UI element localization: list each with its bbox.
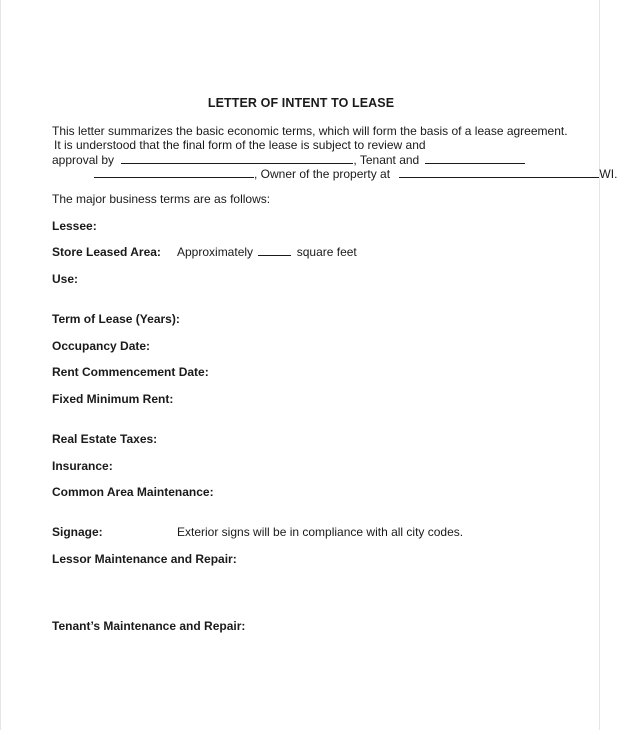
use-label: Use: bbox=[52, 272, 79, 286]
tenant-maintenance-label: Tenant’s Maintenance and Repair: bbox=[52, 619, 246, 633]
owner-label: , Owner of the property at bbox=[254, 167, 391, 181]
intro-line-4 bbox=[52, 166, 617, 181]
tenant-blank[interactable] bbox=[425, 152, 525, 164]
major-terms-intro: The major business terms are as follows: bbox=[52, 192, 271, 206]
real-estate-taxes-label: Real Estate Taxes: bbox=[52, 432, 158, 446]
approval-by-label: approval by bbox=[52, 153, 115, 167]
tenant-label: , Tenant and bbox=[353, 153, 420, 167]
square-feet-text: square feet bbox=[296, 245, 357, 259]
approval-by-blank[interactable] bbox=[121, 152, 353, 164]
approximately-text: Approximately bbox=[177, 245, 254, 259]
signage-label: Signage: bbox=[52, 525, 103, 539]
lessor-maintenance-label: Lessor Maintenance and Repair: bbox=[52, 552, 237, 566]
store-leased-area-label: Store Leased Area: bbox=[52, 245, 161, 259]
owner-blank[interactable] bbox=[94, 166, 254, 178]
term-of-lease-label: Term of Lease (Years): bbox=[52, 312, 180, 326]
square-feet-blank[interactable] bbox=[258, 245, 291, 256]
common-area-maintenance-label: Common Area Maintenance: bbox=[52, 485, 214, 499]
signage-value: Exterior signs will be in compliance with all city codes. bbox=[177, 525, 464, 539]
occupancy-date-label: Occupancy Date: bbox=[52, 339, 151, 353]
insurance-label: Insurance: bbox=[52, 459, 113, 473]
rent-commencement-date-label: Rent Commencement Date: bbox=[52, 365, 209, 379]
intro-line-2: It is understood that the final form of the lease is subject to review and bbox=[54, 138, 426, 152]
intro-line-1: This letter summarizes the basic economic terms, which will form the basis of a lease agreement. bbox=[52, 124, 568, 138]
fixed-minimum-rent-label: Fixed Minimum Rent: bbox=[52, 392, 174, 406]
lessee-label: Lessee: bbox=[52, 219, 97, 233]
intro-line-3 bbox=[52, 152, 572, 167]
document-title: LETTER OF INTENT TO LEASE bbox=[207, 96, 395, 110]
state-label: WI. bbox=[599, 167, 617, 181]
property-address-blank[interactable] bbox=[399, 166, 599, 178]
store-leased-area-value bbox=[177, 245, 357, 259]
